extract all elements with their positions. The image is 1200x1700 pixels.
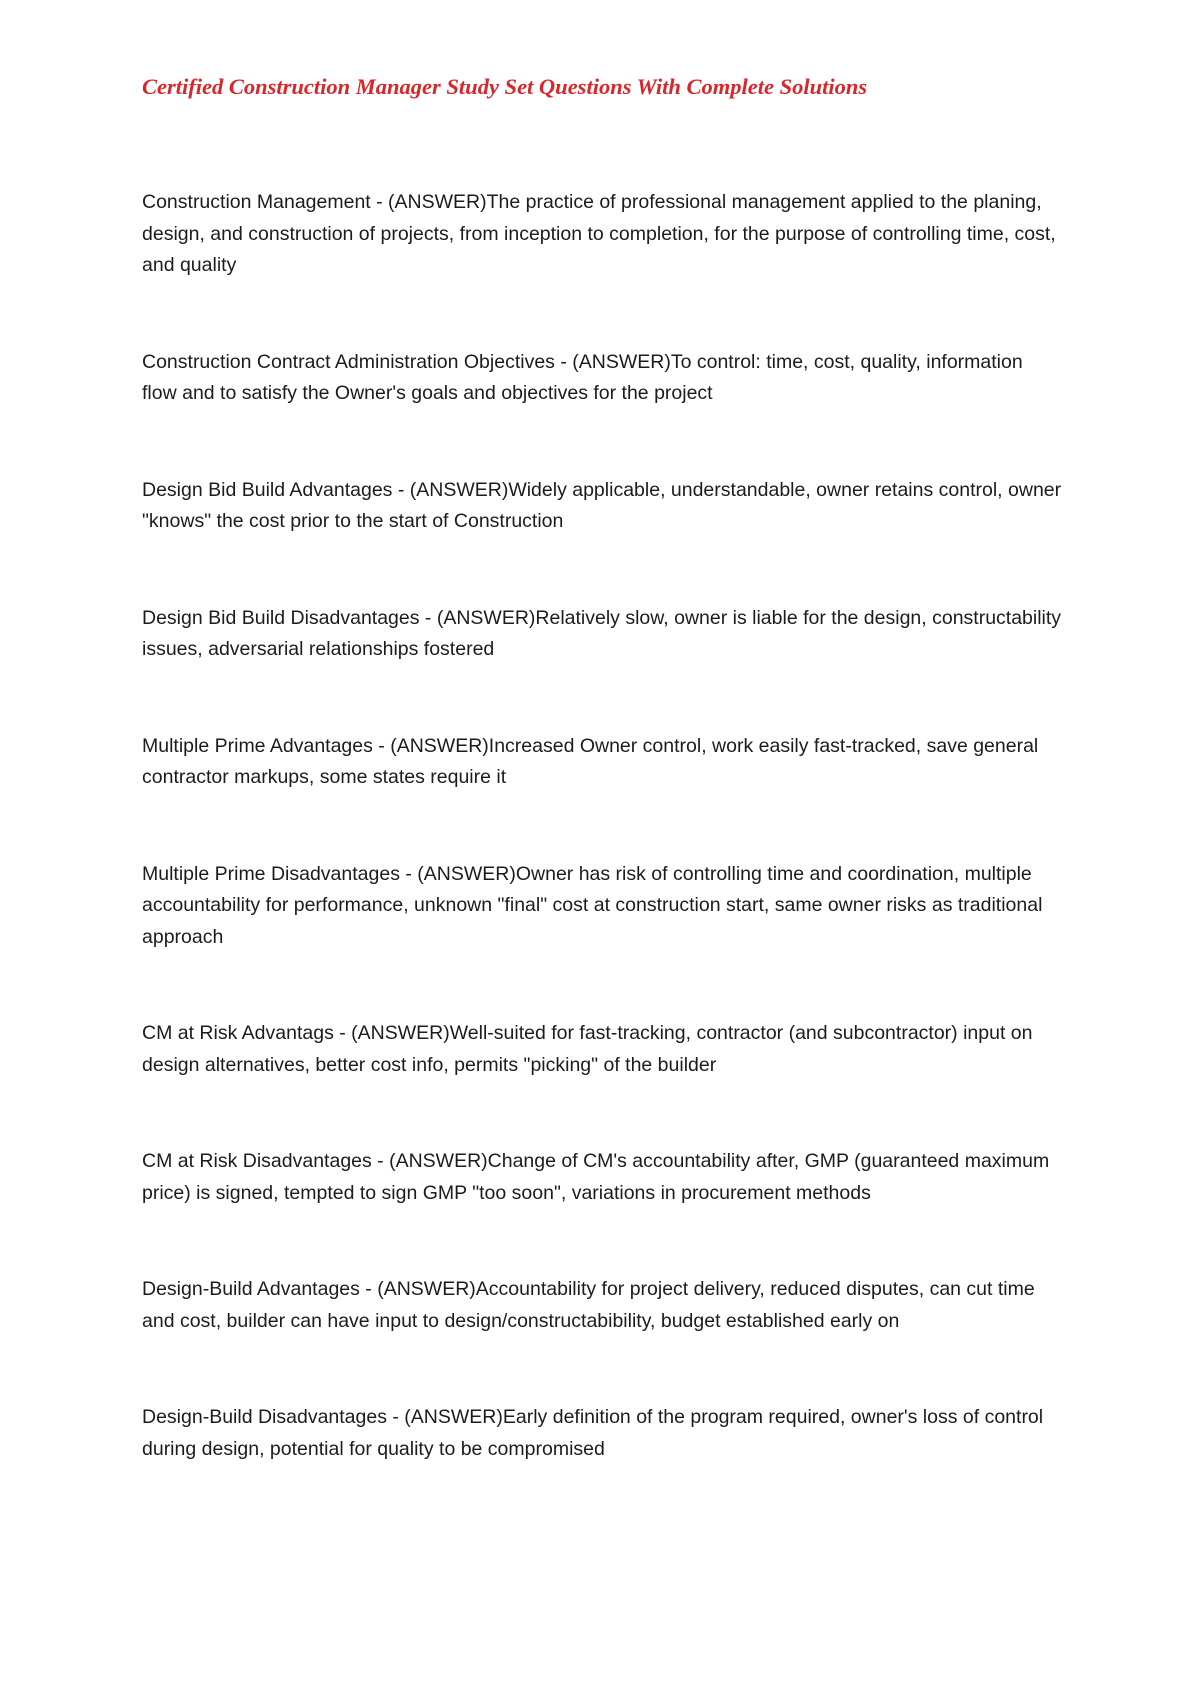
qa-entry: Multiple Prime Advantages - (ANSWER)Increased Owner control, work easily fast-tracked, save general contractor markups, some states require it bbox=[142, 734, 1039, 788]
qa-entry: CM at Risk Advantags - (ANSWER)Well-suited for fast-tracking, contractor (and subcontractor) input on design alternatives, better cost info, permits "picking" of the builder bbox=[142, 1022, 1033, 1076]
document-title: Certified Construction Manager Study Set Questions With Complete Solutions bbox=[142, 74, 868, 99]
qa-entry: CM at Risk Disadvantages - (ANSWER)Change of CM's accountability after, GMP (guaranteed maximum price) is signed, tempted to sign GMP "too soon", variations in procurement methods bbox=[142, 1150, 1050, 1204]
qa-entry: Multiple Prime Disadvantages - (ANSWER)Owner has risk of controlling time and coordination, multiple accountability for performance, unknown "final" cost at construction start, same owner risks as traditional approach bbox=[142, 862, 1043, 948]
qa-entry: Construction Management - (ANSWER)The practice of professional management applied to the planing, design, and construction of projects, from inception to completion, for the purpose of controlling time, cost, and quality bbox=[142, 191, 1056, 276]
qa-entry: Design Bid Build Advantages - (ANSWER)Widely applicable, understandable, owner retains control, owner "knows" the cost prior to the start of Construction bbox=[142, 478, 1062, 532]
qa-entry: Construction Contract Administration Objectives - (ANSWER)To control: time, cost, quality, information flow and to satisfy the Owner's goals and objectives for the project bbox=[142, 350, 1023, 404]
qa-entry: Design-Build Disadvantages - (ANSWER)Early definition of the program required, owner's loss of control during design, potential for quality to be compromised bbox=[142, 1406, 1044, 1460]
qa-list bbox=[142, 187, 1062, 1530]
qa-entry: Design Bid Build Disadvantages - (ANSWER)Relatively slow, owner is liable for the design, constructability issues, adversarial relationships fostered bbox=[142, 606, 1062, 660]
qa-entry: Design-Build Advantages - (ANSWER)Accountability for project delivery, reduced disputes, can cut time and cost, builder can have input to design/constructabibility, budget established early on bbox=[142, 1278, 1035, 1332]
